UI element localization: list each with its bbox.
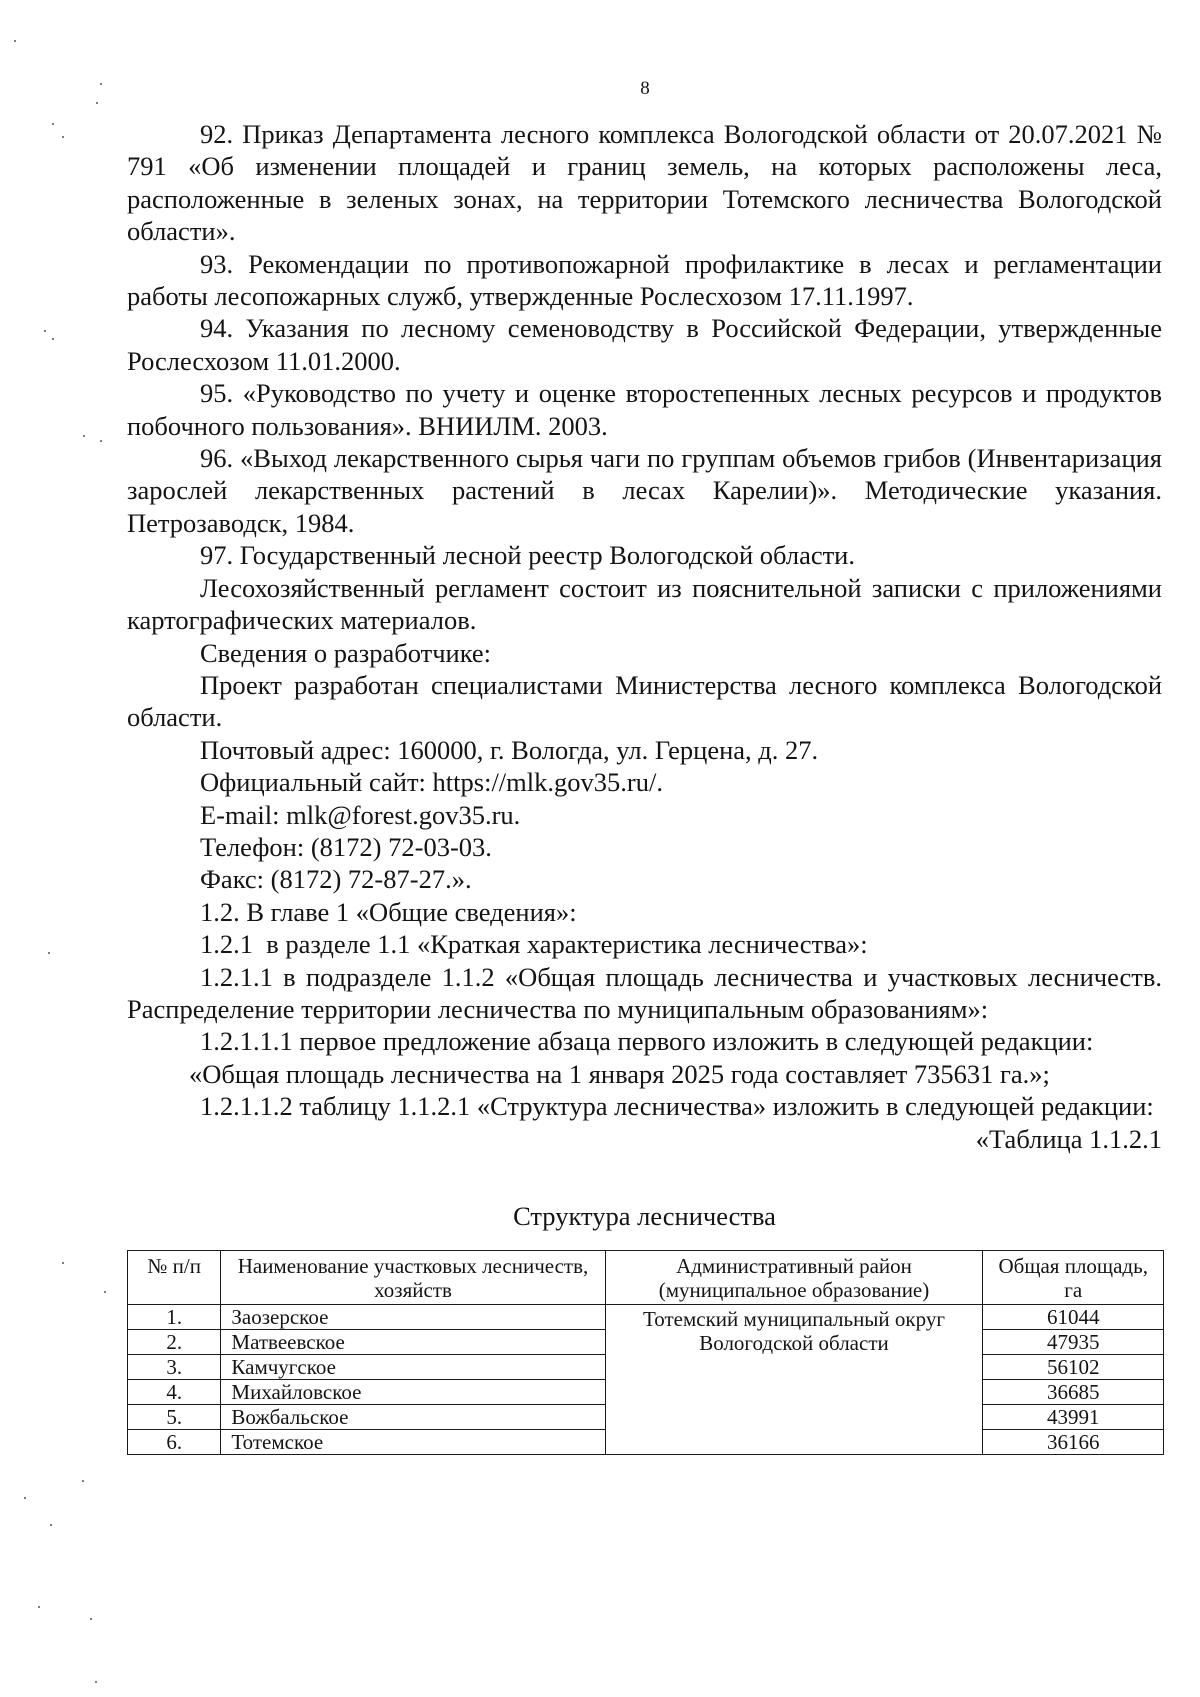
- table-reference: «Таблица 1.1.2.1: [975, 1123, 1162, 1154]
- paragraph-1-2-1-1-2: 1.2.1.1.2 таблицу 1.1.2.1 «Структура лесничества» изложить в следующей редакции:: [200, 1091, 1154, 1122]
- table-row: [128, 1305, 1164, 1330]
- paragraph-developer: Проект разработан специалистами Министерства лесного комплекса Вологодской области.: [127, 669, 1162, 733]
- document-body: [127, 118, 1162, 1455]
- row-forestry-name: Тотемское: [221, 1430, 605, 1455]
- paragraph-regulation-composition: Лесохозяйственный регламент состоит из пояснительной записки с приложениями картографических материалов.: [127, 572, 1162, 636]
- total-area-quote: «Общая площадь лесничества на 1 января 2025 года составляет 735631 га.»;: [189, 1058, 1050, 1089]
- header-district: Административный район (муниципальное образование): [605, 1251, 983, 1305]
- postal-address: Почтовый адрес: 160000, г. Вологда, ул. Герцена, д. 27.: [200, 734, 819, 765]
- structure-table: [127, 1250, 1164, 1455]
- table-header-row: [128, 1251, 1164, 1305]
- row-area: 36685: [983, 1380, 1164, 1405]
- paragraph-92: 92. Приказ Департамента лесного комплекса Вологодской области от 20.07.2021 № 791 «Об изменении площадей и границ земель, на которых расположены леса, расположенные в зеленых зонах, на территории Тотемского лесничества Вологодской области».: [127, 119, 1162, 247]
- header-total-area: Общая площадь, га: [983, 1251, 1164, 1305]
- row-area: 56102: [983, 1355, 1164, 1380]
- row-number: 6.: [128, 1430, 221, 1455]
- email: E-mail: mlk@forest.gov35.ru.: [200, 799, 521, 830]
- table-title: Структура лесничества: [513, 1201, 776, 1231]
- row-area: 43991: [983, 1405, 1164, 1430]
- row-number: 4.: [128, 1380, 221, 1405]
- row-forestry-name: Заозерское: [221, 1305, 605, 1330]
- row-area: 36166: [983, 1430, 1164, 1455]
- official-website: Официальный сайт: https://mlk.gov35.ru/.: [200, 767, 663, 798]
- row-number: 2.: [128, 1330, 221, 1355]
- row-number: 1.: [128, 1305, 221, 1330]
- paragraph-95: 95. «Руководство по учету и оценке второстепенных лесных ресурсов и продуктов побочного пользования». ВНИИЛМ. 2003.: [127, 378, 1162, 441]
- row-forestry-name: Камчугское: [221, 1355, 605, 1380]
- header-forestry-name: Наименование участковых лесничеств, хозяйств: [221, 1251, 605, 1305]
- fax: Факс: (8172) 72-87-27.».: [200, 864, 472, 895]
- row-area: 61044: [983, 1305, 1164, 1330]
- paragraph-94: 94. Указания по лесному семеноводству в Российской Федерации, утвержденные Рослесхозом 11.01.2000.: [127, 313, 1162, 376]
- row-forestry-name: Михайловское: [221, 1380, 605, 1405]
- row-forestry-name: Вожбальское: [221, 1405, 605, 1430]
- paragraph-1-2: 1.2. В главе 1 «Общие сведения»:: [200, 896, 577, 927]
- page-number: 8: [640, 78, 650, 99]
- paragraph-97: 97. Государственный лесной реестр Вологодской области.: [200, 540, 855, 571]
- row-area: 47935: [983, 1330, 1164, 1355]
- row-forestry-name: Матвеевское: [221, 1330, 605, 1355]
- paragraph-1-2-1-1: 1.2.1.1 в подразделе 1.1.2 «Общая площадь лесничества и участковых лесничеств. Распределение территории лесничества по муниципальным образованиям»:: [127, 961, 1162, 1024]
- header-number: № п/п: [128, 1251, 221, 1305]
- paragraph-96: 96. «Выход лекарственного сырья чаги по группам объемов грибов (Инвентаризация зарослей лекарственных растений в лесах Карелии)». Методические указания. Петрозаводск, 1984.: [127, 443, 1162, 538]
- paragraph-1-2-1: 1.2.1 в разделе 1.1 «Краткая характеристика лесничества»:: [200, 929, 868, 960]
- paragraph-1-2-1-1-1: 1.2.1.1.1 первое предложение абзаца первого изложить в следующей редакции:: [200, 1026, 1094, 1057]
- row-number: 3.: [128, 1355, 221, 1380]
- phone: Телефон: (8172) 72-03-03.: [200, 831, 492, 862]
- paragraph-developer-heading: Сведения о разработчике:: [200, 637, 492, 668]
- district-cell: Тотемский муниципальный округ Вологодской области: [605, 1305, 983, 1455]
- row-number: 5.: [128, 1405, 221, 1430]
- paragraph-93: 93. Рекомендации по противопожарной профилактике в лесах и регламентации работы лесопожарных служб, утвержденные Рослесхозом 17.11.1997.: [127, 248, 1162, 312]
